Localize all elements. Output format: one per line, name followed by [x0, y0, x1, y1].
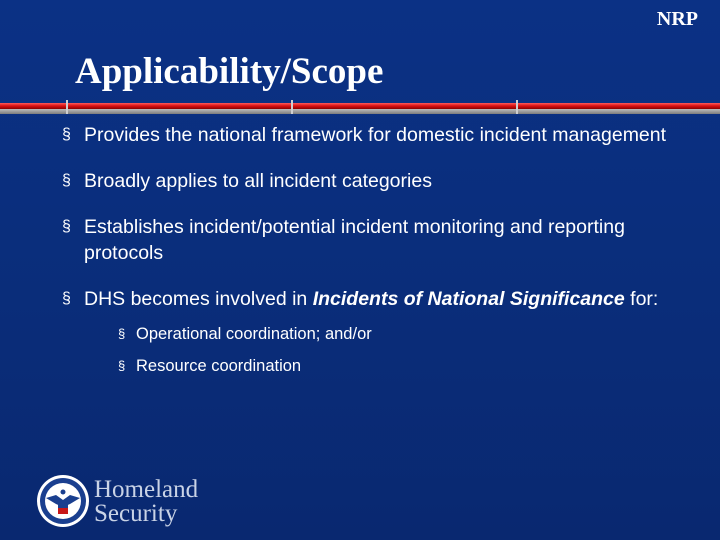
slide-title: Applicability/Scope — [75, 51, 384, 92]
dhs-tail-text: for: — [624, 288, 659, 310]
rule-tick — [291, 100, 293, 114]
sub-bullet-marker-icon: § — [118, 326, 126, 341]
bullet-marker-icon: § — [62, 126, 71, 143]
nrp-tag: NRP — [656, 8, 698, 30]
bullet-item-dhs — [62, 286, 682, 376]
homeland-security-wordmark — [94, 478, 198, 526]
bullet-marker-icon: § — [62, 172, 71, 189]
dhs-lead-text: DHS becomes involved in — [84, 288, 313, 310]
bullet-text: Broadly applies to all incident categories — [84, 170, 432, 192]
sub-bullet-text: Operational coordination; and/or — [136, 325, 372, 343]
dhs-emphasis-text: Incidents of National Significance — [312, 288, 625, 310]
bullet-text: Provides the national framework for domestic incident management — [84, 124, 667, 146]
wordmark-line-2: Security — [94, 500, 178, 527]
bullet-text: Establishes incident/potential incident monitoring and reporting protocols — [84, 216, 625, 264]
dhs-seal-icon — [36, 474, 90, 528]
bullet-marker-icon: § — [62, 290, 71, 307]
title-rule-grey — [0, 109, 720, 114]
wordmark-line-1: Homeland — [94, 476, 199, 503]
bullet-item — [62, 122, 682, 148]
sub-bullet-marker-icon: § — [118, 358, 126, 373]
bullet-list — [62, 122, 682, 396]
rule-tick — [516, 100, 518, 114]
bullet-marker-icon: § — [62, 218, 71, 235]
sub-bullet-list — [84, 324, 682, 376]
sub-bullet-item — [118, 356, 682, 376]
bullet-item — [62, 168, 682, 194]
sub-bullet-text: Resource coordination — [136, 357, 302, 375]
rule-tick — [66, 100, 68, 114]
sub-bullet-item — [118, 324, 682, 344]
bullet-item — [62, 214, 682, 266]
